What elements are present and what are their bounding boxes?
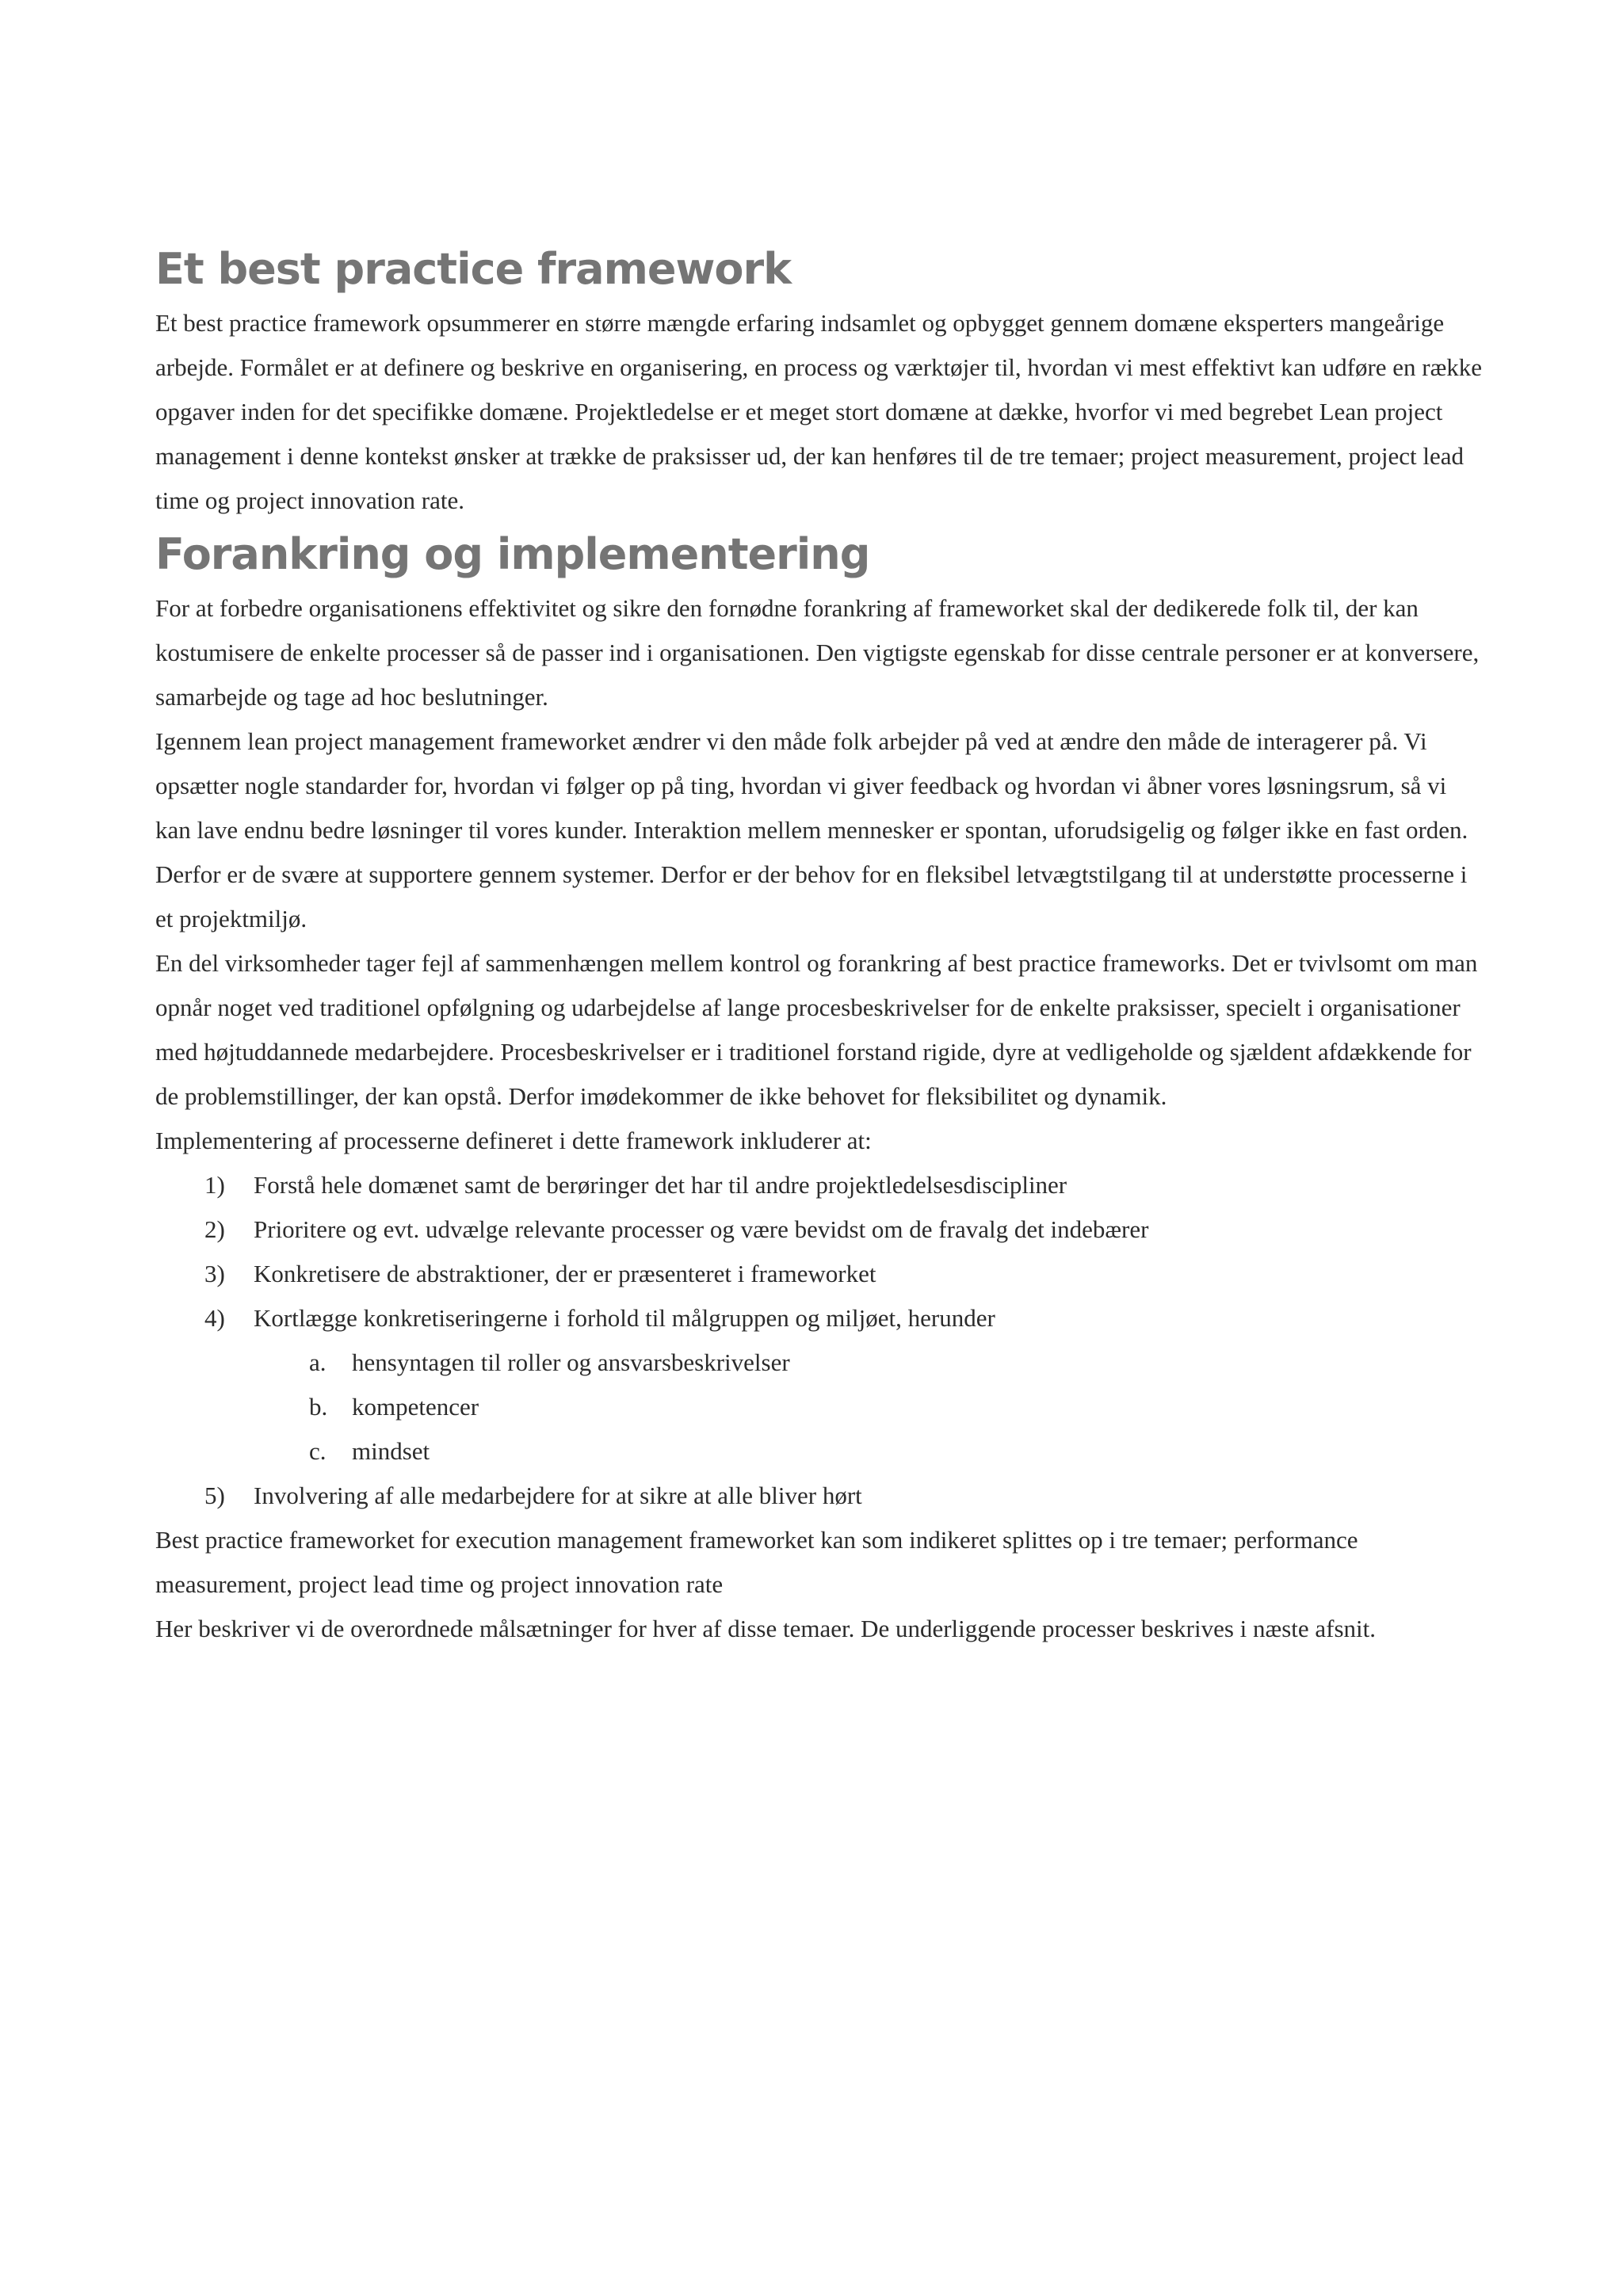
sublist-item-letter: a.: [309, 1348, 327, 1376]
paragraph-forankring-3: En del virksomheder tager fejl af sammenhængen mellem kontrol og forankring af best practice frameworks. Det er tvivlsomt om man opnår noget ved traditionel opfølgning og udarbejdelse af lange procesbeskrivelser for de enkelte praksisser, specielt i organisationer med højtuddannede medarbejdere. Procesbeskrivelser er i traditionel forstand rigide, dyre at vedligeholde og sjældent afdækkende for de problemstillinger, der kan opstå. Derfor imødekommer de ikke behovet for fleksibilitet og dynamik.: [155, 949, 1478, 1110]
list-item: [155, 1252, 1487, 1296]
list-item: [155, 1207, 1487, 1252]
list-item-number: 4): [204, 1304, 225, 1332]
sublist-item-text: kompetencer: [352, 1393, 479, 1421]
paragraph-forankring-2: Igennem lean project management frameworket ændrer vi den måde folk arbejder på ved at ændre den måde de interagerer på. Vi opsætter nogle standarder for, hvordan vi følger op på ting, hvordan vi giver feedback og hvordan vi åbner vores løsningsrum, så vi kan lave endnu bedre løsninger til vores kunder. Interaktion mellem mennesker er spontan, uforudsigelig og følger ikke en fast orden. Derfor er de svære at supportere gennem systemer. Derfor er der behov for en fleksibel letvægtstilgang til at understøtte processerne i et projektmiljø.: [155, 727, 1468, 933]
list-item-number: 2): [204, 1215, 225, 1243]
list-item-text: Kortlægge konkretiseringerne i forhold til målgruppen og miljøet, herunder: [254, 1304, 995, 1332]
sublist-item-text: hensyntagen til roller og ansvarsbeskrivelser: [352, 1348, 790, 1376]
sublist-item: [155, 1429, 1487, 1474]
sublist-item: [155, 1385, 1487, 1429]
closing-paragraph-2: Her beskriver vi de overordnede målsætninger for hver af disse temaer. De underliggende processer beskrives i næste afsnit.: [155, 1615, 1377, 1642]
sublist-item-letter: b.: [309, 1393, 328, 1421]
implementation-list: [155, 1163, 1487, 1518]
closing-paragraph-1: Best practice frameworket for execution management frameworket kan som indikeret splittes op i tre temaer; performance measurement, project lead time og project innovation rate: [155, 1526, 1358, 1598]
document-content: [155, 238, 1487, 1651]
list-item-number: 5): [204, 1482, 225, 1509]
list-item-number: 1): [204, 1171, 225, 1199]
list-item: [155, 1296, 1487, 1341]
heading-best-practice-framework: Et best practice framework: [155, 244, 792, 294]
list-intro: Implementering af processerne defineret i dette framework inkluderer at:: [155, 1127, 872, 1154]
list-item: [155, 1163, 1487, 1207]
sublist-item-text: mindset: [352, 1437, 430, 1465]
paragraph-best-practice: Et best practice framework opsummerer en større mængde erfaring indsamlet og opbygget gennem domæne eksperters mangeårige arbejde. Formålet er at definere og beskrive en organisering, en process og værktøjer til, hvordan vi mest effektivt kan udføre en række opgaver inden for det specifikke domæne. Projektledelse er et meget stort domæne at dække, hvorfor vi med begrebet Lean project management i denne kontekst ønsker at trække de praksisser ud, der kan henføres til de tre temaer; project measurement, project lead time og project innovation rate.: [155, 309, 1483, 514]
list-item-text: Konkretisere de abstraktioner, der er præsenteret i frameworket: [254, 1260, 876, 1287]
heading-forankring: Forankring og implementering: [155, 529, 870, 579]
list-item-text: Involvering af alle medarbejdere for at sikre at alle bliver hørt: [254, 1482, 862, 1509]
list-item-text: Forstå hele domænet samt de berøringer det har til andre projektledelsesdiscipliner: [254, 1171, 1067, 1199]
sublist-item-letter: c.: [309, 1437, 327, 1465]
list-item-text: Prioritere og evt. udvælge relevante processer og være bevidst om de fravalg det indebærer: [254, 1215, 1149, 1243]
list-item-number: 3): [204, 1260, 225, 1287]
list-item: [155, 1474, 1487, 1518]
paragraph-forankring-1: For at forbedre organisationens effektivitet og sikre den fornødne forankring af frameworket skal der dedikerede folk til, der kan kostumisere de enkelte processer så de passer ind i organisationen. Den vigtigste egenskab for disse centrale personer er at konversere, samarbejde og tage ad hoc beslutninger.: [155, 594, 1480, 711]
sublist-item: [155, 1341, 1487, 1385]
